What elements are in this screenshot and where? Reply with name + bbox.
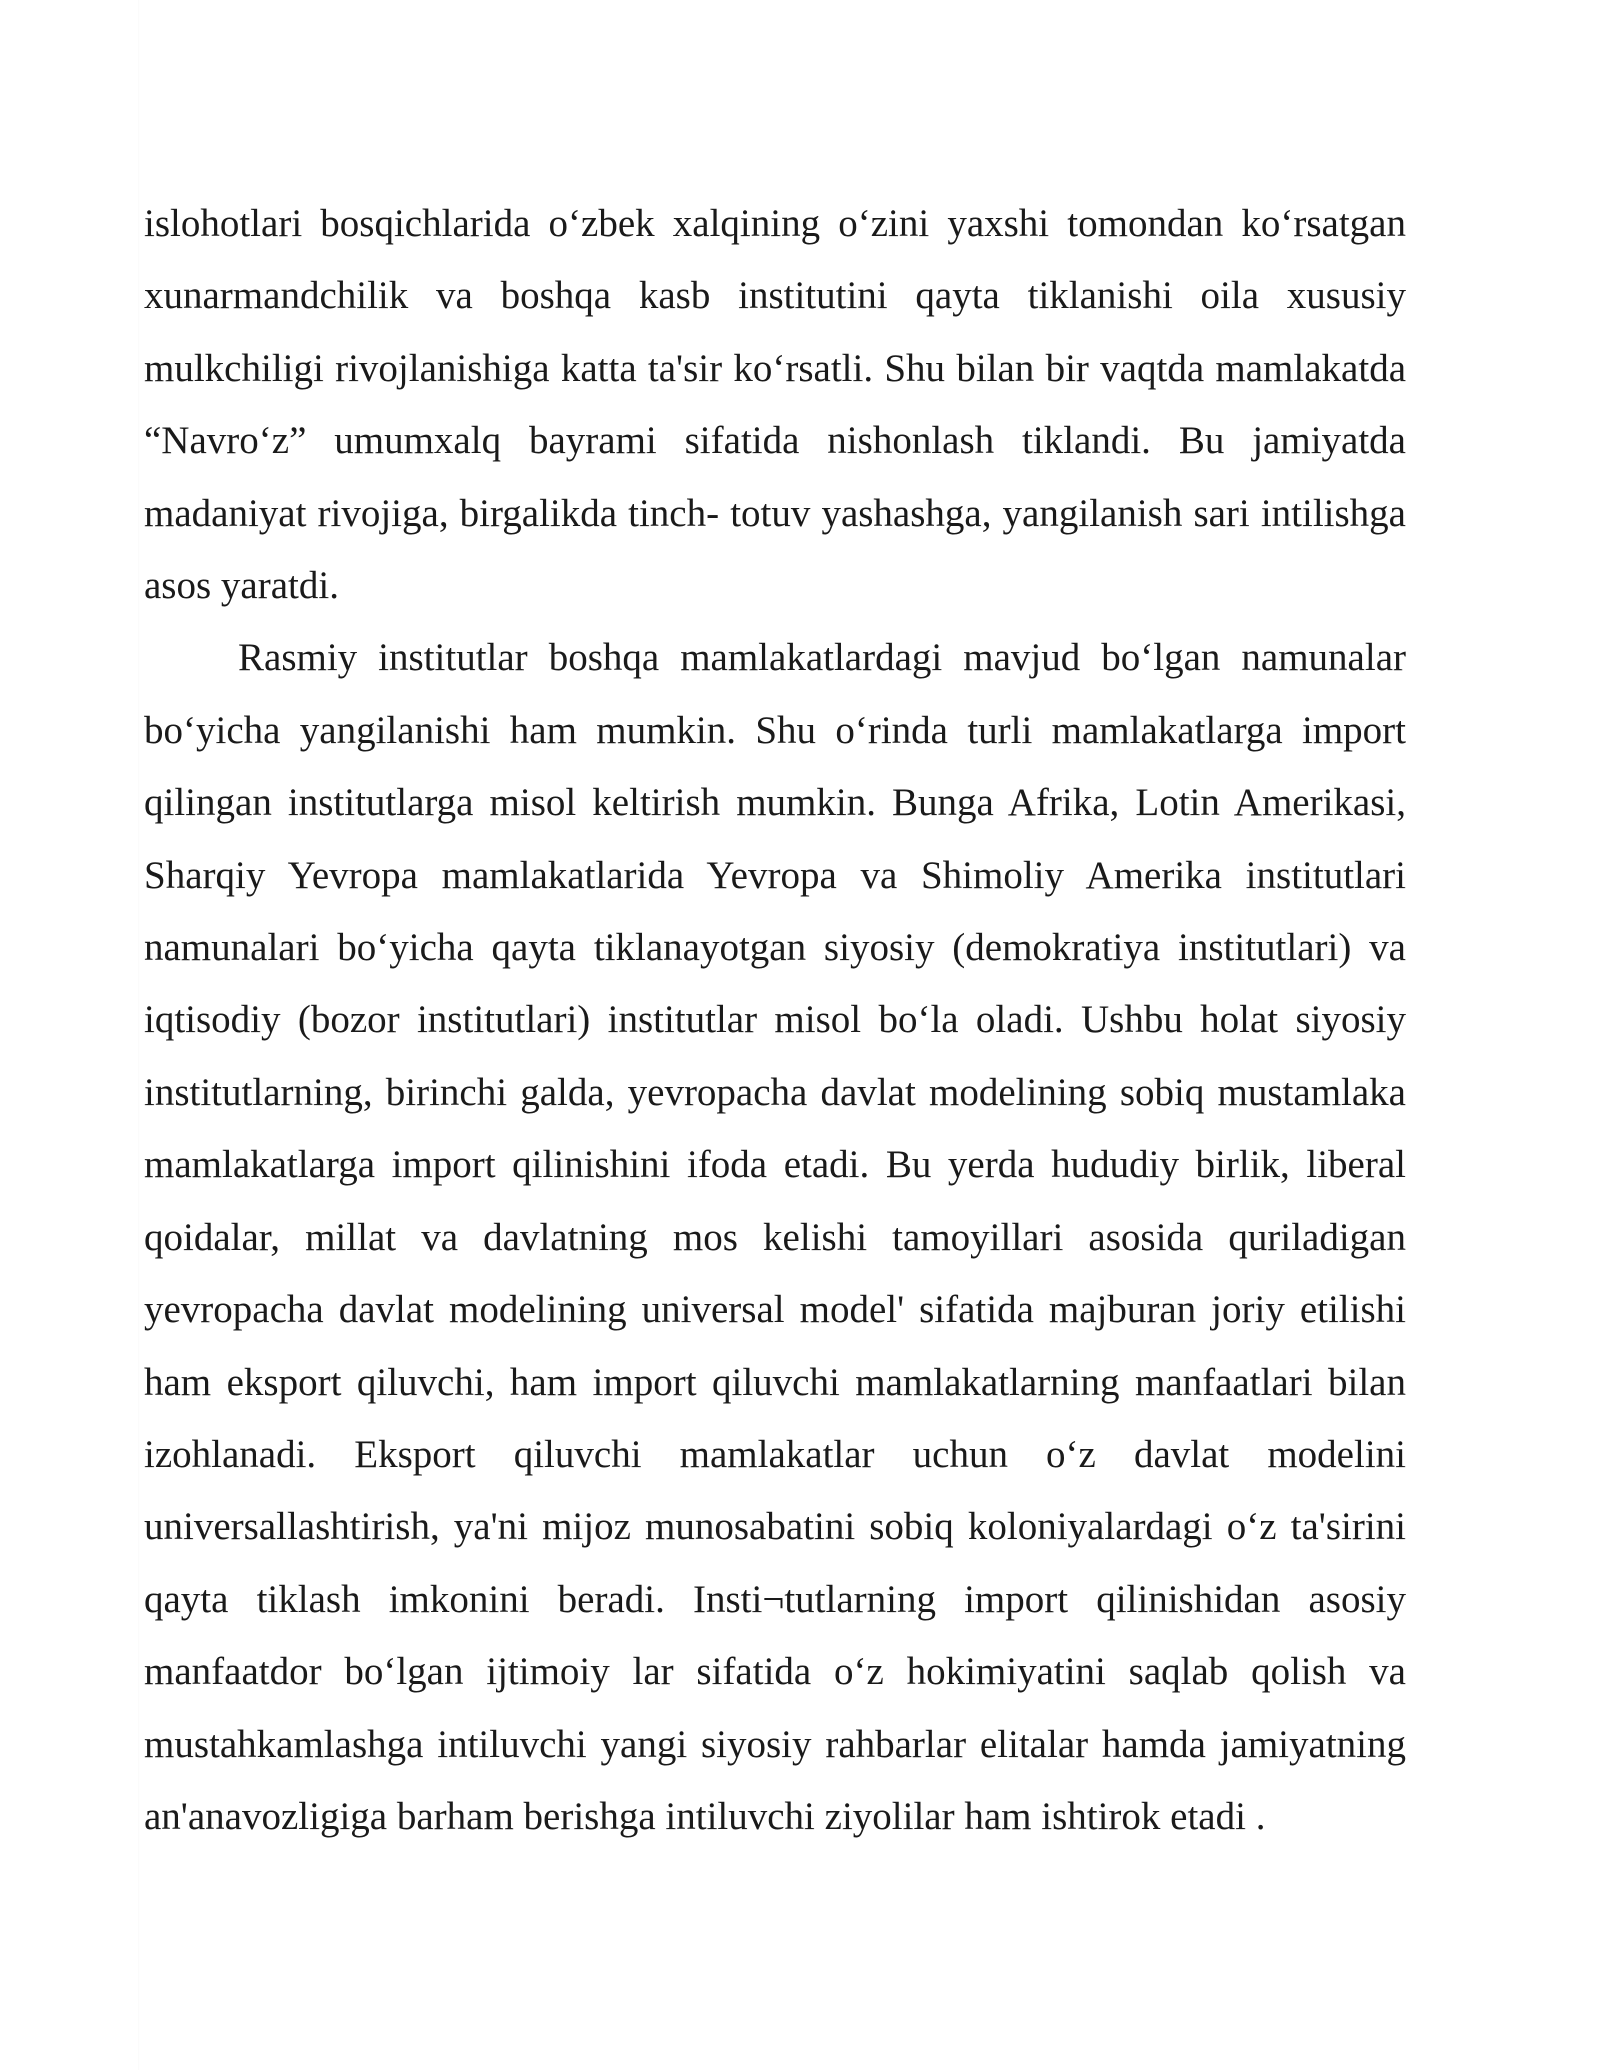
- page-edge-shadow: [138, 0, 140, 2070]
- paragraph-continuation: islohotlari bosqichlarida o‘zbek xalqining o‘zini yaxshi tomondan ko‘rsatgan xunarmandchilik va boshqa kasb institutini qayta tiklanishi oila xususiy mulkchiligi rivojlanishiga katta ta'sir ko‘rsatli. Shu bilan bir vaqtda mamlakatda “Navro‘z” umumxalq bayrami sifatida nishonlash tiklandi. Bu jamiyatda madaniyat rivojiga, birgalikda tinch- totuv yashashga, yangilanish sari intilishga asos yaratdi.: [144, 202, 1406, 608]
- document-body: [144, 188, 1406, 1853]
- paragraph-rasmiy-institutlar: Rasmiy institutlar boshqa mamlakatlardagi mavjud bo‘lgan namunalar bo‘yicha yangilanishi ham mumkin. Shu o‘rinda turli mamlakatlarga import qilingan institutlarga misol keltirish mumkin. Bunga Afrika, Lotin Amerikasi, Sharqiy Yevropa mamlakatlarida Yevropa va Shimoliy Amerika institutlari namunalari bo‘yicha qayta tiklanayotgan siyosiy (demokratiya institutlari) va iqtisodiy (bozor institutlari) institutlar misol bo‘la oladi. Ushbu holat siyosiy institutlarning, birinchi galda, yevropacha davlat modelining sobiq mustamlaka mamlakatlarga import qilinishini ifoda etadi. Bu yerda hududiy birlik, liberal qoidalar, millat va davlatning mos kelishi tamoyillari asosida quriladigan yevropacha davlat modelining universal model' sifatida majburan joriy etilishi ham eksport qiluvchi, ham import qiluvchi mamlakatlarning manfaatlari bilan izohlanadi. Eksport qiluvchi mamlakatlar uchun o‘z davlat modelini universallashtirish, ya'ni mijoz munosabatini sobiq koloniyalardagi o‘z ta'sirini qayta tiklash imkonini beradi. Insti¬tutlarning import qilinishidan asosiy manfaatdor bo‘lgan ijtimoiy lar sifatida o‘z hokimiyatini saqlab qolish va mustahkamlashga intiluvchi yangi siyosiy rahbarlar elitalar hamda jamiyatning an'anavozligiga barham berishga intiluvchi ziyolilar ham ishtirok etadi .: [144, 636, 1406, 1838]
